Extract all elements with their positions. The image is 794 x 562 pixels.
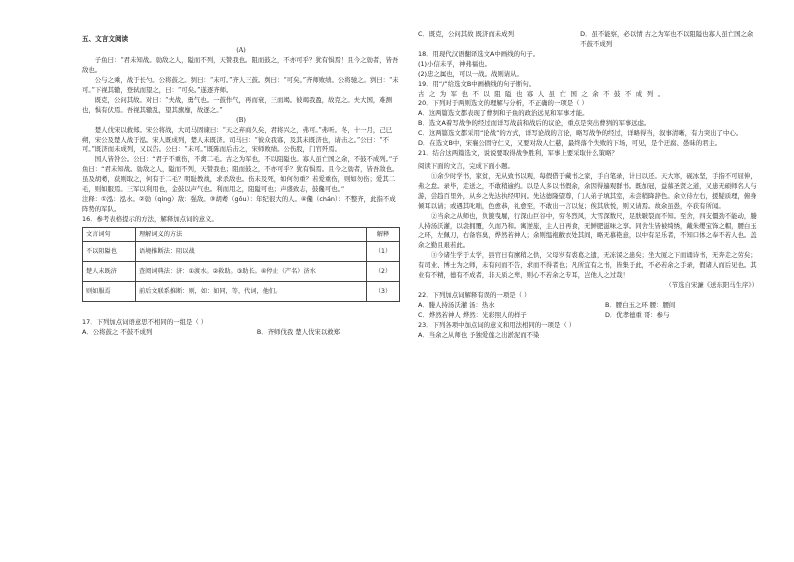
option-b[interactable]: B．腰白玉之环 腰：腰间 xyxy=(605,300,676,309)
table-row xyxy=(83,282,400,302)
question-19: 19．用“/”给选文B中画横线的句子断句。 xyxy=(418,79,536,88)
right-column xyxy=(418,30,758,341)
word-meaning-table xyxy=(82,227,400,303)
table-cell: 楚人未既济 xyxy=(83,262,136,282)
passage-notes: 注释：①泓：泓水。②勍（qíng）敌：强敌。③胡耇（gǒu）：年纪很大的人。④儳（chán）：不整齐，此指不成阵势的军队。 xyxy=(82,195,396,213)
question-18-item-1: (1)小信未孚，神弗福也。 xyxy=(418,59,491,68)
question-17-options xyxy=(82,328,400,338)
option-a[interactable]: A．当余之从师也 予独爱莲之出淤泥而不染 xyxy=(418,330,540,339)
question-17: 17．下列加点词语意思不相同的一组是（ ） xyxy=(82,318,208,327)
option-b[interactable]: B．齐师伐我 楚人伐宋以救郑 xyxy=(256,328,340,337)
passage-c-paragraph-3: ③今诸生学于太学，县官日有廪稍之供，父母岁有裘葛之遗，无冻馁之患矣；坐大厦之下而诵诗书，无奔走之劳矣；有司业、博士为之师，未有问而不告，求而不得者也；凡所宜有之书，皆集于此，不必若余之手录，假诸人而后见也。其业有不精，德有不成者，非天质之卑，则心不若余之专耳，岂他人之过哉！ xyxy=(418,251,757,280)
passage-c-paragraph-1: ①余少时学书，家贫，无从致书以观，每假借于藏书之家，手自笔录，计日以还。天大寒，砚冰坚，手指不可屈伸，弗之怠。录毕，走送之，不敢稍逾约。以是人多以书假余，余因得遍观群书。既加冠，益慕圣贤之道，又患无硕师名人与游，尝趋百里外，从乡之先达执经叩问。先达德隆望尊，门人弟子填其室，未尝稍降辞色。余立侍左右，援疑质理，俯身倾耳以请；或遇其叱咄，色愈恭，礼愈至，不敢出一言以复；俟其欣悦，则又请焉。故余虽愚，卒获有所闻。 xyxy=(418,171,757,210)
passage-c-source: （节选自宋濂《送东阳马生序》） xyxy=(665,281,758,290)
passage-b-label: (B) xyxy=(236,115,246,124)
option-d[interactable]: D．在选文B中，宋襄公固守仁义，又要对敌人仁慈，最终落个失败的下场，可见，是个迂腐、愚昧的君主。 xyxy=(418,139,722,148)
option-d[interactable]: D．优孝德重 哥：参与 xyxy=(605,310,670,319)
left-column xyxy=(82,34,400,338)
passage-a-label: (A) xyxy=(236,46,246,55)
question-22-options-row-1 xyxy=(418,301,758,311)
question-17-options-cont xyxy=(418,30,758,50)
question-18: 18．用现代汉语翻译选文A中画线的句子。 xyxy=(418,49,540,58)
question-22-options-row-2 xyxy=(418,311,758,321)
passage-a-paragraph-1: 子鱼曰：“君未知战。勍敌之人，隘而不列，天赞我也。阻而鼓之，不亦可乎？犹有惧焉！且今之勍者，皆吾敌也。 xyxy=(82,56,399,75)
option-c[interactable]: C．烨然若神人 烨然：光彩照人的样子 xyxy=(418,310,527,319)
option-a[interactable]: A．媵人持汤沃灌 汤：热水 xyxy=(418,300,495,309)
question-16: 16．参考表格提示的方法，解释加点词的意义。 xyxy=(82,214,218,223)
answer-blank[interactable]: （2） xyxy=(367,262,400,282)
answer-blank[interactable]: （1） xyxy=(367,242,400,262)
table-header: 理解词义的方法 xyxy=(136,227,367,242)
table-cell: 前后文联系推断：则，如：如同，等，代词，他们。 xyxy=(136,282,367,302)
question-18-item-2: (2)忠之属也，可以一战。战则请从。 xyxy=(418,69,523,78)
table-cell: 语境推断法：阻以战 xyxy=(136,242,367,262)
question-22: 22．下列加点词解释有误的一项是（ ） xyxy=(418,290,531,299)
table-cell: 不以阻隘也 xyxy=(83,242,136,262)
passage-c-paragraph-2: ②当余之从师也，负箧曳屣，行深山巨谷中，穷冬烈风，大雪深数尺，足肤皲裂而不知。至舍，四支僵劲不能动，媵人持汤沃灌，以衾拥覆，久而乃和。寓逆旅，主人日再食，无鲜肥滋味之享。同舍生皆被绮绣，戴朱缨宝饰之帽，腰白玉之环，左佩刀，右备容臭，烨然若神人；余则缊袍敝衣处其间，略无慕艳意，以中有足乐者，不知口体之奉不若人也。盖余之勤且艰若此。 xyxy=(418,211,757,250)
reading-instruction: 阅读下面的文言，完成下面小题。 xyxy=(418,161,514,170)
question-21: 21．结合这两篇选文，说说要取得战争胜利，军事上要采取什么策略？ xyxy=(418,149,618,158)
passage-b-paragraph-1: 楚人伐宋以救郑。宋公将战，大司马固谏曰：“天之弃商久矣，君将兴之，弗可。”弗听。冬，十一月，己巳朔，宋公及楚人战于泓。宋人既成列，楚人未既济。司马曰：“彼众我寡，及其未既济也，请击之。”公曰：“不可。”既济而未成列，又以告。公曰：“未可。”既陈而后击之，宋师败绩。公伤股，门官歼焉。 xyxy=(82,125,393,154)
option-b[interactable]: B．选文A着写战争的经过而详写战前和战后的议论，重点是突出曹刿的军事远虑。 xyxy=(418,119,651,128)
answer-blank[interactable]: （3） xyxy=(367,282,400,302)
passage-a-paragraph-3: 既克，公问其故。对曰：“夫战，勇气也。一鼓作气，再而衰，三而竭。彼竭我盈，故克之。夫大国，难测也，惧有伏焉。吾视其辙乱，望其旗靡，故逐之。” xyxy=(82,95,393,114)
table-header: 解释 xyxy=(367,227,400,242)
passage-b-paragraph-2: 国人皆咎公。公曰：“君子不重伤，不禽二毛。古之为军也，不以阻隘也。寡人虽亡国之余，不鼓不成列。”子鱼曰：“君未知战。勍敌之人，隘而不列，天赞我也；阻而鼓之，不亦可乎？犹有惧焉。且今之勍者，皆吾敌也。虽及胡耇，获则取之，何有于二毛？明耻教战，求杀敌也。伤未及死，如何勿重？若爱重伤，则如勿伤；爱其二毛，则如服焉。三军以利用也，金鼓以声气也。利而用之，阻隘可也；声盛致志，鼓儳可也。” xyxy=(82,155,399,194)
question-20: 20．下列对于两则选文的理解与分析，不正确的一项是（ ） xyxy=(418,99,588,108)
option-d[interactable]: D．虽不能察，必以情 古之为军也不以阻隘也寡人虽亡国之余不鼓不成列 xyxy=(580,30,754,48)
question-23: 23．下列各项中加点词的意义和用法相同的一项是（ ） xyxy=(418,320,576,329)
table-row xyxy=(83,242,400,262)
option-a[interactable]: A．公将鼓之 不鼓不成列 xyxy=(82,328,153,337)
passage-a-paragraph-2: 公与之乘，战于长勺。公将鼓之。刿曰：“未可。”齐人三鼓。刿曰：“可矣。”齐师败绩。公将驰之。刿曰：“未可。”下视其辙，登轼而望之，曰：“可矣。”遂逐齐师。 xyxy=(82,75,399,94)
option-a[interactable]: A．这两篇选文都表现了曹刿和子鱼的政治远见和军事才能。 xyxy=(418,109,589,118)
table-header: 文言词句 xyxy=(83,227,136,242)
option-c[interactable]: C．这两篇选文都采用“论战”的方式，详写论战的言论，略写战争的经过，详略得当，叙事清晰，有力突出了中心。 xyxy=(418,129,743,138)
table-cell: 则如服焉 xyxy=(83,282,136,302)
table-row xyxy=(83,262,400,282)
question-19-sentence[interactable]: 古之为军也不以阻隘也寡人虽亡国之余不鼓不成列。 xyxy=(418,89,669,98)
section-title: 五、文言文阅读 xyxy=(82,35,129,43)
option-c[interactable]: C．既克，公问其故 既济而未成列 xyxy=(418,30,514,38)
table-cell: 查阅词典法：济：①渡水。②救助。③助长。④停止（产名）济水 xyxy=(136,262,367,282)
